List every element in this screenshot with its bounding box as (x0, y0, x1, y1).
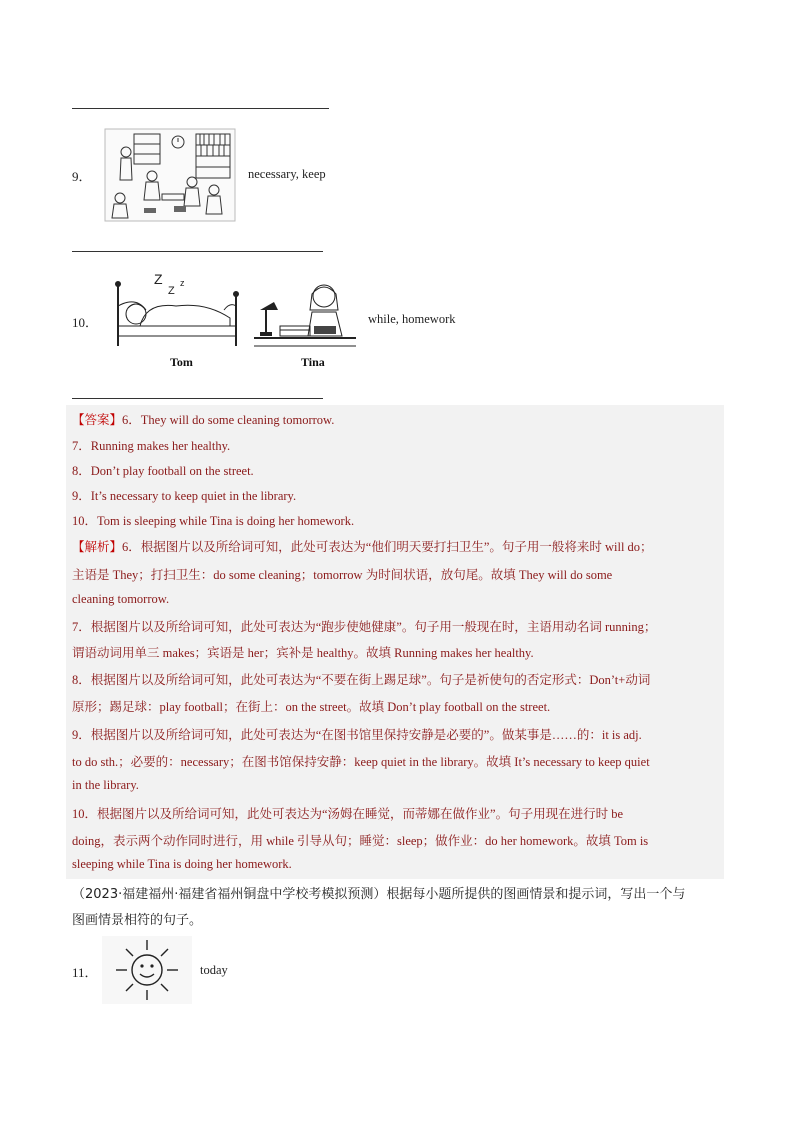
sun-picture (102, 936, 192, 1004)
answer-line (72, 398, 323, 399)
library-picture (104, 128, 236, 222)
section-instruction: 图画情景相符的句子。 (72, 913, 203, 928)
homework-girl-picture (252, 280, 360, 350)
analysis-line-text: 7．根据图片以及所给词可知，此处可表达为“跑步使她健康”。句子用一般现在时，主语用动名词 running； (72, 620, 657, 634)
answer-line-text: 7．Running makes her healthy. (72, 439, 231, 453)
analysis-first-line (72, 537, 653, 555)
analysis-line-text: 9．根据图片以及所给词可知，此处可表达为“在图书馆里保持安静是必要的”。做某事是……的：it is adj. (72, 728, 642, 742)
analysis-line-text: 原形；踢足球：play football；在街上：on the street。故填 Don’t play football on the street. (72, 700, 551, 714)
question-number: 10． (72, 315, 99, 330)
question-number: 9． (72, 169, 92, 184)
answer-line-text: 9．It’s necessary to keep quiet in the library. (72, 489, 297, 503)
analysis-line-text: in the library. (72, 778, 139, 792)
answer-line (72, 108, 329, 109)
hint-words: while, homework (368, 312, 456, 326)
analysis-line-text: to do sth.；必要的：necessary；在图书馆保持安静：keep quiet in the library。故填 It’s necessary to keep quiet (72, 755, 650, 769)
analysis-line-text: 6．根据图片以及所给词可知，此处可表达为“他们明天要打扫卫生”。句子用一般将来时 will do； (122, 540, 653, 554)
answer-first-line (72, 410, 334, 428)
section-instruction: （2023·福建福州·福建省福州铜盘中学校考模拟预测）根据每小题所提供的图画情景和提示词，写出一个与 (72, 887, 686, 902)
answer-line-text: 10．Tom is sleeping while Tina is doing her homework. (72, 514, 355, 528)
analysis-line-text: 谓语动词用单三 makes；宾语是 her；宾补是 healthy。故填 Running makes her healthy. (72, 646, 534, 660)
answer-line-text: 6．They will do some cleaning tomorrow. (122, 413, 335, 427)
caption-tina: Tina (301, 355, 325, 369)
analysis-line-text: 8．根据图片以及所给词可知，此处可表达为“不要在街上踢足球”。句子是祈使句的否定形式：Don’t+动词 (72, 673, 651, 687)
analysis-line-text: sleeping while Tina is doing her homework. (72, 857, 292, 871)
svg-text:Z: Z (154, 271, 163, 287)
svg-text:z: z (180, 278, 185, 288)
analysis-tag: 【解析】 (72, 540, 123, 554)
caption-tom: Tom (170, 355, 193, 369)
sleeping-boy-picture (106, 266, 246, 352)
answer-line-text: 8．Don’t play football on the street. (72, 464, 254, 478)
analysis-line-text: 10．根据图片以及所给词可知，此处可表达为“汤姆在睡觉，而蒂娜在做作业”。句子用现在进行时 be (72, 807, 624, 821)
svg-text:Z: Z (168, 285, 175, 297)
answer-line (72, 251, 323, 252)
question-number: 11． (72, 965, 98, 980)
analysis-line-text: 主语是 They；打扫卫生：do some cleaning；tomorrow 为时间状语，放句尾。故填 They will do some (72, 568, 613, 582)
analysis-line-text: doing，表示两个动作同时进行，用 while 引导从句；睡觉：sleep；做作业：do her homework。故填 Tom is (72, 834, 649, 848)
hint-words: necessary, keep (248, 167, 326, 181)
answer-tag: 【答案】 (72, 413, 123, 427)
hint-words: today (200, 963, 228, 977)
analysis-line-text: cleaning tomorrow. (72, 592, 170, 606)
